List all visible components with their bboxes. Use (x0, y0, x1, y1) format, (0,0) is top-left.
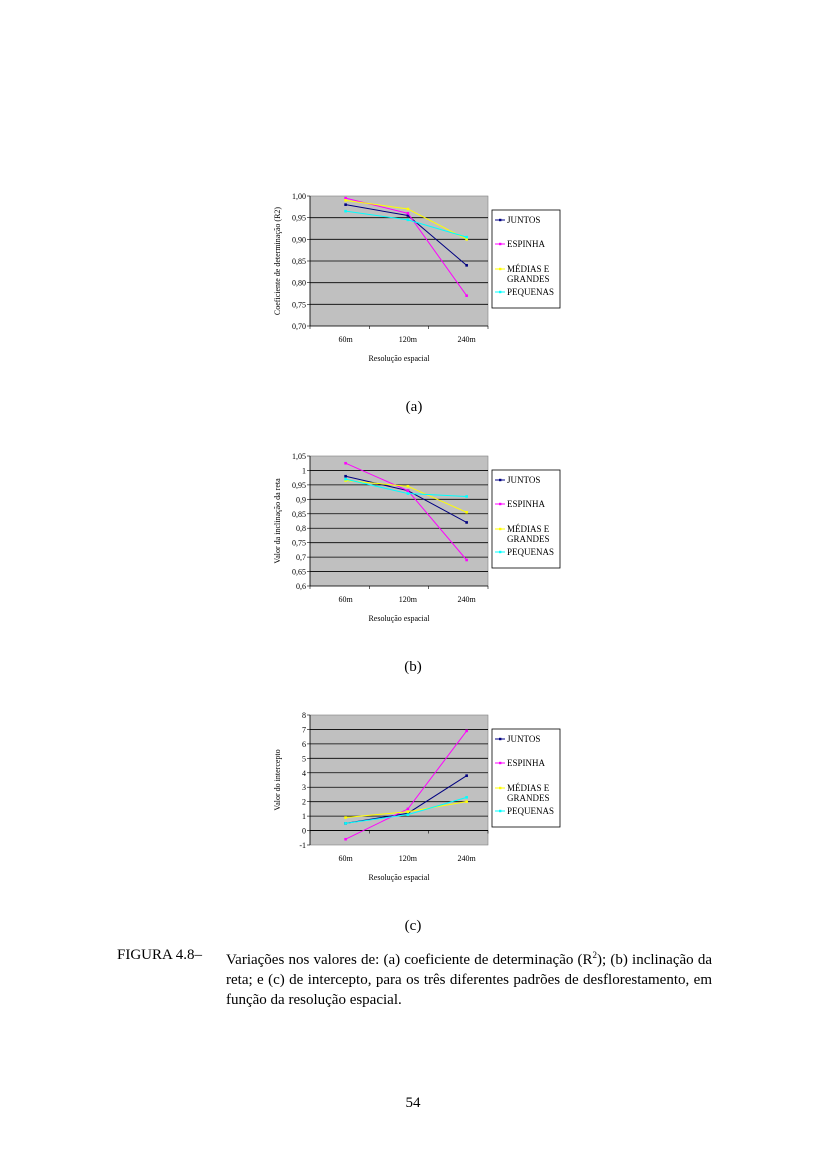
caption-sup: 2 (592, 950, 598, 960)
chart-a-svg (260, 186, 570, 371)
chart-a (260, 186, 570, 371)
y-tick-label: 8 (302, 711, 306, 720)
data-point (344, 838, 347, 841)
data-point (407, 489, 410, 492)
legend-marker (499, 219, 501, 221)
y-tick-label: 1 (302, 812, 306, 822)
data-point (344, 210, 347, 213)
caption-text-before: Variações nos valores de: (a) coeficiente de determinação (R (226, 952, 593, 968)
data-point (465, 511, 468, 514)
x-tick-label: 120m (398, 595, 418, 604)
y-tick-label: 5 (302, 754, 306, 764)
data-point (465, 294, 468, 297)
data-point (465, 264, 468, 267)
y-tick-label: 0,95 (292, 480, 306, 490)
data-point (407, 208, 410, 211)
y-tick-label: 0,80 (292, 278, 306, 288)
y-tick-label: 2 (302, 797, 306, 807)
legend-label: PEQUENAS (507, 806, 555, 816)
data-point (465, 521, 468, 524)
x-axis-title: Resolução espacial (368, 614, 430, 623)
y-axis-title: Coeficiente de determinação (R2) (273, 206, 282, 316)
caption-text-after: ); (b) inclinação da reta; e (c) de intercepto, para os três diferentes padrões de desflorestamento, em função da resolução espacial. (226, 952, 712, 1008)
legend-label: MÉDIAS E (507, 524, 550, 534)
data-point (465, 236, 468, 239)
data-point (407, 219, 410, 222)
legend-label: ESPINHA (507, 758, 546, 768)
sub-label-b: (b) (404, 659, 422, 675)
legend-label: ESPINHA (507, 239, 546, 249)
y-tick-label: 0,7 (296, 553, 306, 563)
data-point (407, 810, 410, 813)
y-tick-label: 6 (302, 739, 306, 749)
data-point (407, 813, 410, 816)
legend-marker (499, 551, 501, 553)
y-tick-label: 0,8 (296, 524, 306, 534)
y-axis-title: Valor da inclinação da reta (273, 478, 282, 564)
x-tick-label: 120m (398, 854, 418, 863)
y-tick-label: 1,00 (292, 192, 306, 201)
legend-label: JUNTOS (507, 475, 541, 485)
x-tick-label: 60m (338, 854, 353, 863)
plot-area (310, 715, 488, 845)
x-axis-title: Resolução espacial (368, 873, 430, 882)
plot-area (310, 456, 488, 586)
data-point (465, 774, 468, 777)
legend-label: JUNTOS (507, 734, 541, 744)
chart-b-svg (260, 446, 570, 631)
legend-marker (499, 291, 501, 293)
legend-marker (499, 503, 501, 505)
data-point (465, 796, 468, 799)
legend-marker (499, 787, 501, 789)
y-tick-label: 0,70 (292, 322, 306, 331)
legend-marker (499, 528, 501, 530)
y-tick-label: 0,75 (292, 300, 306, 310)
data-point (344, 475, 347, 478)
y-tick-label: 0,85 (292, 509, 306, 519)
y-tick-label: 0,90 (292, 235, 306, 245)
legend-label: JUNTOS (507, 215, 541, 225)
data-point (344, 822, 347, 825)
x-axis-title: Resolução espacial (368, 354, 430, 363)
data-point (407, 485, 410, 488)
data-point (344, 203, 347, 206)
data-point (344, 199, 347, 202)
data-point (465, 495, 468, 498)
data-point (465, 730, 468, 733)
data-point (344, 462, 347, 465)
y-tick-label: 0,85 (292, 257, 306, 266)
x-tick-label: 240m (457, 335, 476, 344)
chart-c (260, 705, 570, 890)
legend-marker (499, 268, 501, 270)
y-tick-label: 0,6 (296, 582, 306, 591)
legend-marker (499, 762, 501, 764)
legend-label: PEQUENAS (507, 547, 555, 557)
data-point (407, 212, 410, 215)
x-tick-label: 60m (338, 595, 353, 604)
x-tick-label: 240m (457, 595, 476, 604)
y-tick-label: 0,95 (292, 213, 306, 223)
y-tick-label: 7 (302, 725, 306, 735)
data-point (465, 559, 468, 562)
sub-label-c: (c) (404, 918, 422, 934)
y-tick-label: 0 (302, 826, 306, 836)
y-tick-label: 0,9 (296, 495, 306, 505)
y-tick-label: 3 (302, 783, 306, 793)
page-number: 54 (405, 1095, 421, 1111)
legend-label: GRANDES (507, 793, 550, 803)
x-tick-label: 120m (398, 335, 418, 344)
y-tick-label: 0,75 (292, 538, 306, 548)
legend-marker (499, 479, 501, 481)
y-tick-label: 4 (302, 768, 306, 778)
y-tick-label: -1 (299, 841, 306, 850)
legend-marker (499, 738, 501, 740)
legend-label: MÉDIAS E (507, 264, 550, 274)
x-tick-label: 60m (338, 335, 353, 344)
data-point (465, 800, 468, 803)
legend-label: MÉDIAS E (507, 783, 550, 793)
legend-label: ESPINHA (507, 499, 546, 509)
y-axis-title: Valor do intercepto (273, 749, 282, 811)
chart-c-svg (260, 705, 570, 890)
legend-label: GRANDES (507, 274, 550, 284)
data-point (407, 808, 410, 811)
legend-label: PEQUENAS (507, 287, 555, 297)
data-point (344, 478, 347, 481)
y-tick-label: 0,65 (292, 567, 306, 577)
y-tick-label: 1,05 (292, 452, 306, 461)
legend-marker (499, 810, 501, 812)
legend-marker (499, 243, 501, 245)
sub-label-a: (a) (405, 399, 423, 415)
chart-b (260, 446, 570, 631)
y-tick-label: 1 (302, 466, 306, 476)
data-point (407, 492, 410, 495)
caption-lead: FIGURA 4.8– (117, 947, 203, 963)
x-tick-label: 240m (457, 854, 476, 863)
data-point (344, 816, 347, 819)
caption-body (226, 945, 712, 1010)
legend-label: GRANDES (507, 534, 550, 544)
